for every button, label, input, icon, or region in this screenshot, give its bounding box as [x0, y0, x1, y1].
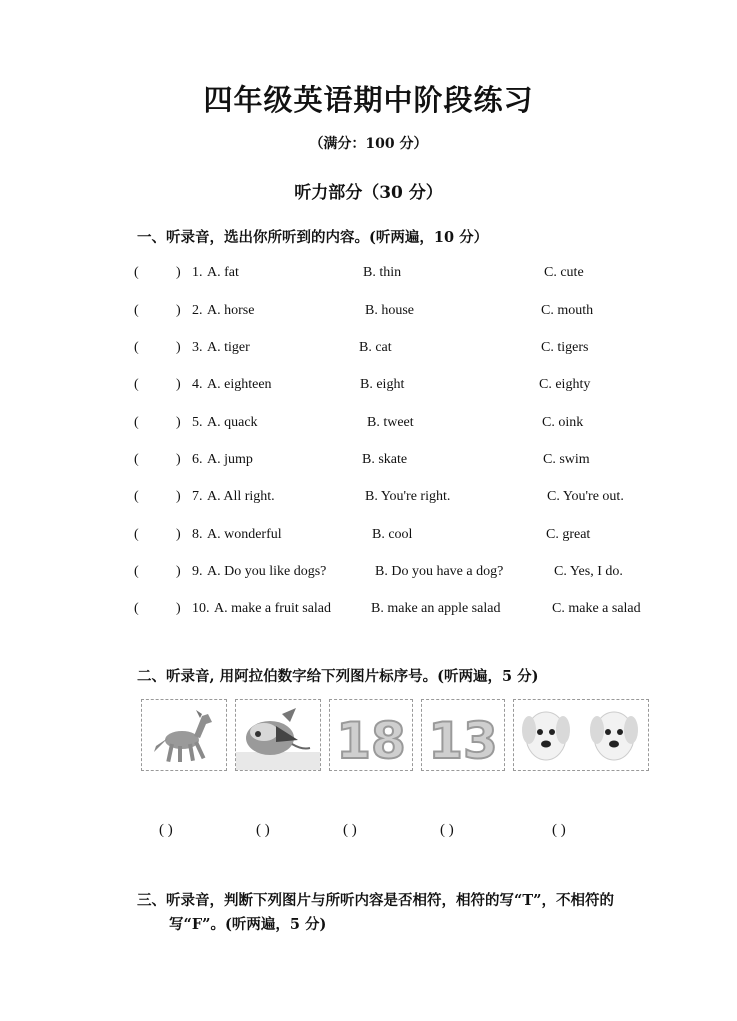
- answer-blank-2[interactable]: ( ): [256, 822, 270, 838]
- question-number: 10.: [192, 601, 210, 616]
- question-number: 6.: [192, 452, 203, 467]
- option-b: B. thin: [363, 265, 402, 280]
- question-row: ( ) 9. A. Do you like dogs? B. Do you have a dog? C. Yes, I do.: [134, 564, 623, 579]
- option-c: C. great: [546, 527, 591, 542]
- answer-blank-5[interactable]: ( ): [552, 822, 566, 838]
- question-row: ( ) 1. A. fat B. thin C. cute: [134, 265, 584, 280]
- option-c: C. mouth: [541, 303, 594, 318]
- option-c: C. eighty: [539, 377, 591, 392]
- option-a: A. jump: [207, 452, 253, 467]
- section-3-title: [137, 889, 677, 937]
- option-c: C. You're out.: [547, 489, 624, 504]
- question-number: 7.: [192, 489, 203, 504]
- question-row: ( ) 10. A. make a fruit salad B. make an apple salad C. make a salad: [134, 601, 641, 616]
- question-number: 1.: [192, 265, 203, 280]
- section-1-title: 一、听录音，选出你所听到的内容。(听两遍，10 分）: [137, 229, 489, 246]
- question-row: ( ) 7. A. All right. B. You're right. C. You're out.: [134, 489, 624, 504]
- number-18-icon: [330, 700, 412, 770]
- picture-row: [141, 699, 651, 771]
- option-a: A. wonderful: [207, 527, 282, 542]
- number-18-picture: [329, 699, 413, 771]
- option-a: A. tiger: [207, 340, 250, 355]
- question-row: ( ) 8. A. wonderful B. cool C. great: [134, 527, 591, 542]
- option-c: C. oink: [542, 415, 584, 430]
- option-b: B. You're right.: [365, 489, 451, 504]
- option-b: B. house: [365, 303, 414, 318]
- option-a: A. Do you like dogs?: [207, 564, 327, 579]
- option-c: C. Yes, I do.: [554, 564, 623, 579]
- question-number: 3.: [192, 340, 203, 355]
- question-row: ( ) 2. A. horse B. house C. mouth: [134, 303, 594, 318]
- option-b: B. Do you have a dog?: [375, 564, 504, 579]
- question-number: 4.: [192, 377, 203, 392]
- horse-picture: [141, 699, 227, 771]
- option-c: C. cute: [544, 265, 584, 280]
- question-number: 8.: [192, 527, 203, 542]
- option-c: C. make a salad: [552, 601, 641, 616]
- option-c: C. swim: [543, 452, 590, 467]
- question-number: 5.: [192, 415, 203, 430]
- question-row: ( ) 6. A. jump B. skate C. swim: [134, 452, 590, 467]
- option-a: A. All right.: [207, 489, 275, 504]
- two-puppies-icon: [514, 700, 648, 770]
- page-title: 四年级英语期中阶段练习: [203, 83, 534, 117]
- question-row: ( ) 3. A. tiger B. cat C. tigers: [134, 340, 589, 355]
- crying-bird-icon: [236, 700, 320, 770]
- answer-blank-4[interactable]: ( ): [440, 822, 454, 838]
- option-c: C. tigers: [541, 340, 589, 355]
- option-b: B. cat: [359, 340, 392, 355]
- option-b: B. skate: [362, 452, 408, 467]
- option-b: B. tweet: [367, 415, 414, 430]
- svg-text:18: 18: [336, 712, 406, 770]
- question-number: 2.: [192, 303, 203, 318]
- option-a: A. fat: [207, 265, 239, 280]
- answer-blank-1[interactable]: ( ): [159, 822, 173, 838]
- option-b: B. cool: [372, 527, 413, 542]
- option-a: A. horse: [207, 303, 255, 318]
- question-row: ( ) 5. A. quack B. tweet C. oink: [134, 415, 584, 430]
- full-score-note: （满分：100 分）: [309, 136, 428, 152]
- section-3-title-line1: 三、听录音，判断下列图片与所听内容是否相符，相符的写“T”，不相符的: [137, 892, 614, 909]
- answer-blank-3[interactable]: ( ): [343, 822, 357, 838]
- bird-picture: [235, 699, 321, 771]
- puppies-picture: [513, 699, 649, 771]
- option-a: A. eighteen: [207, 377, 272, 392]
- number-13-icon: [422, 700, 504, 770]
- question-row: ( ) 4. A. eighteen B. eight C. eighty: [134, 377, 591, 392]
- listening-part-title: 听力部分（30 分）: [294, 183, 443, 203]
- option-a: A. quack: [207, 415, 258, 430]
- horse-icon: [142, 700, 226, 770]
- option-b: B. eight: [360, 377, 405, 392]
- section-2-title: 二、听录音, 用阿拉伯数字给下列图片标序号。(听两遍，5 分): [137, 668, 539, 685]
- question-number: 9.: [192, 564, 203, 579]
- section-3-title-line2: 写“F”。(听两遍，5 分): [169, 916, 327, 933]
- option-a: A. make a fruit salad: [214, 601, 332, 616]
- option-b: B. make an apple salad: [371, 601, 501, 616]
- svg-text:13: 13: [428, 712, 498, 770]
- number-13-picture: [421, 699, 505, 771]
